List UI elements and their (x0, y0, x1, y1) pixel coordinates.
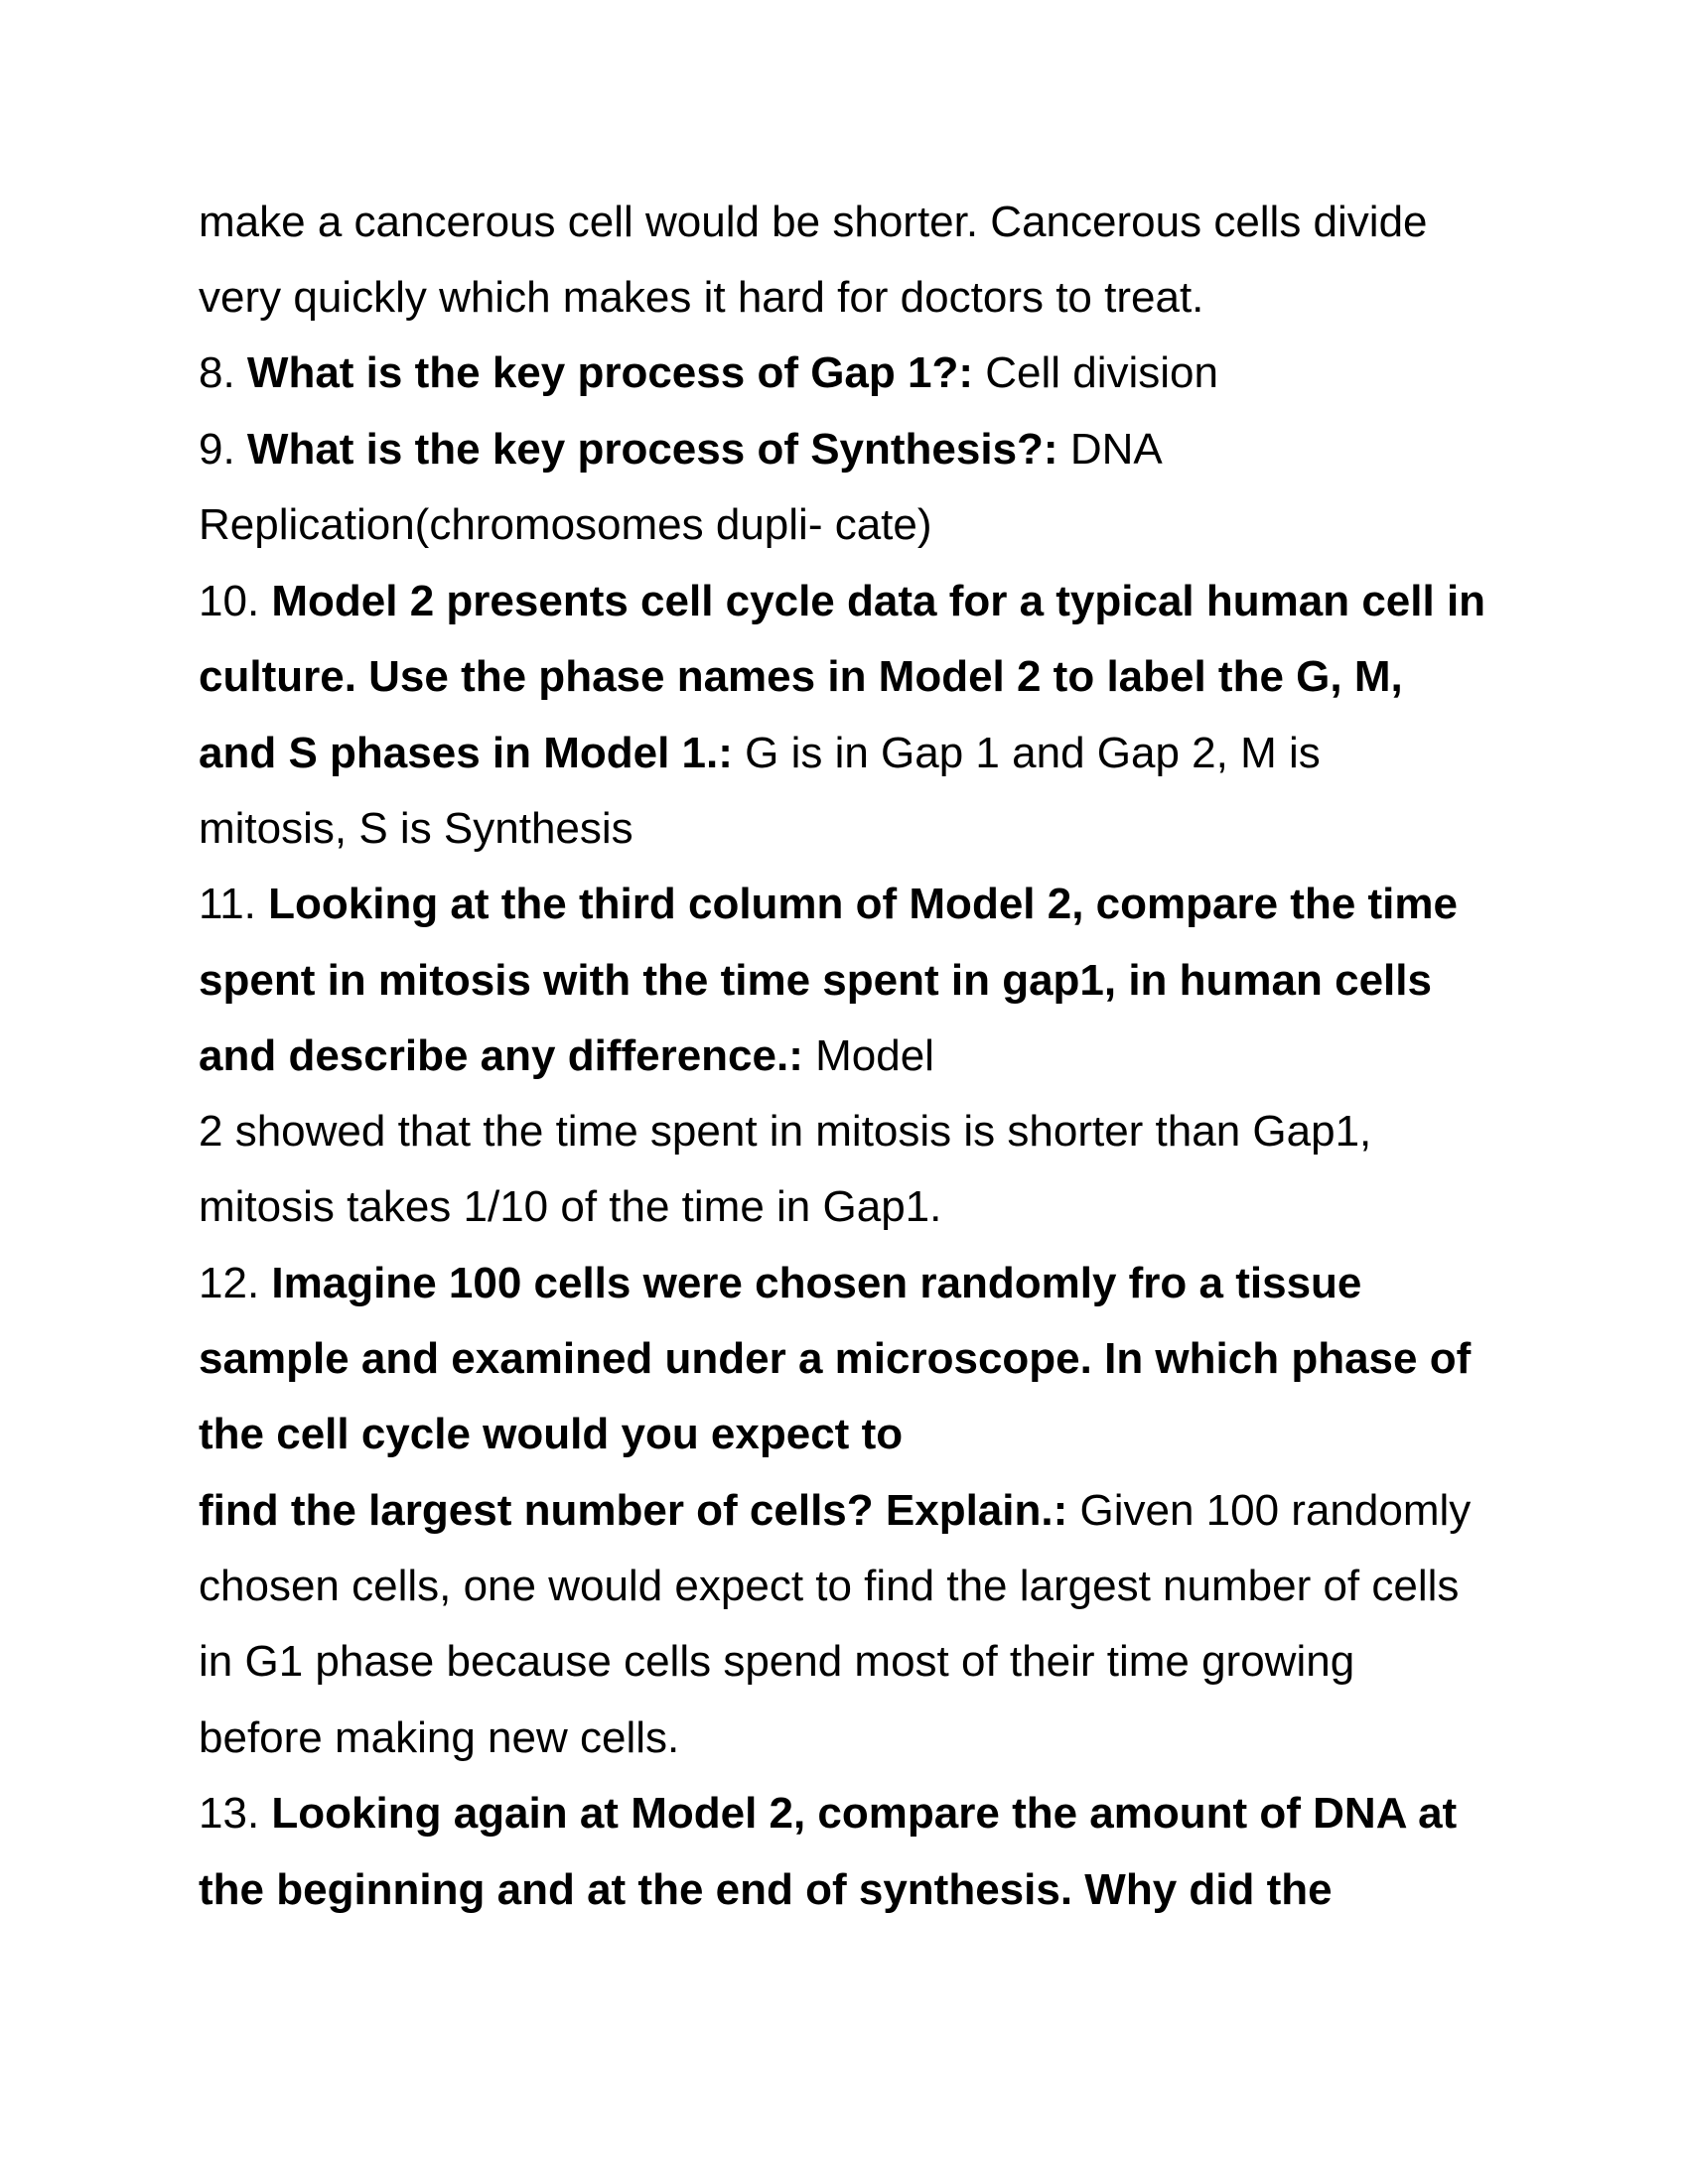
question-text: the beginning and at the end of synthesis. Why did the (199, 1865, 1333, 1914)
text-line (199, 1712, 679, 1764)
question-text: sample and examined under a microscope. In which phase of (199, 1334, 1472, 1383)
question-text: Looking at the third column of Model 2, compare the time (268, 880, 1458, 928)
text-line (199, 803, 633, 855)
answer-text: 11. (199, 880, 269, 928)
answer-text: in G1 phase because cells spend most of their time growing (199, 1637, 1355, 1686)
answer-text: Cell division (973, 348, 1218, 397)
question-text: Model 2 presents cell cycle data for a typical human cell in (271, 577, 1486, 625)
answer-text: 9. (199, 425, 247, 474)
text-line (199, 1788, 1457, 1840)
answer-text: Replication(chromosomes dupli- cate) (199, 500, 932, 549)
question-text: What is the key process of Gap 1?: (246, 348, 973, 397)
question-text: the cell cycle would you expect to (199, 1410, 904, 1458)
answer-text: very quickly which makes it hard for doctors to treat. (199, 273, 1204, 322)
answer-text: 2 showed that the time spent in mitosis is shorter than Gap1, (199, 1107, 1372, 1156)
text-line (199, 1409, 903, 1460)
answer-text: DNA (1057, 425, 1163, 474)
text-line (199, 576, 1485, 627)
answer-text: 12. (199, 1259, 272, 1307)
question-text: Looking again at Model 2, compare the amount of DNA at (271, 1789, 1458, 1838)
text-line (199, 879, 1458, 930)
answer-text: mitosis takes 1/10 of the time in Gap1. (199, 1182, 942, 1231)
answer-text: Given 100 randomly (1067, 1486, 1472, 1535)
text-line (199, 347, 1218, 399)
text-line (199, 1030, 934, 1082)
question-text: find the largest number of cells? Explain.: (199, 1486, 1068, 1535)
answer-text: make a cancerous cell would be shorter. Cancerous cells divide (199, 198, 1428, 246)
answer-text: G is in Gap 1 and Gap 2, M is (732, 729, 1321, 777)
text-line (199, 651, 1403, 703)
answer-text: chosen cells, one would expect to find the largest number of cells (199, 1562, 1460, 1610)
text-line (199, 1636, 1354, 1688)
question-text: and describe any difference.: (199, 1031, 803, 1080)
text-line (199, 1485, 1471, 1537)
text-line (199, 499, 932, 551)
text-line (199, 197, 1428, 248)
text-line (199, 1333, 1471, 1385)
answer-text: mitosis, S is Synthesis (199, 804, 633, 853)
answer-text: 10. (199, 577, 272, 625)
answer-text: before making new cells. (199, 1713, 680, 1762)
text-line (199, 1181, 941, 1233)
text-line (199, 1864, 1333, 1916)
text-line (199, 1561, 1459, 1612)
text-line (199, 955, 1432, 1007)
answer-text: 13. (199, 1789, 272, 1838)
question-text: Imagine 100 cells were chosen randomly fro a tissue (271, 1259, 1362, 1307)
question-text: What is the key process of Synthesis?: (246, 425, 1058, 474)
answer-text: 8. (199, 348, 247, 397)
text-line (199, 1106, 1371, 1158)
text-line (199, 728, 1321, 779)
question-text: culture. Use the phase names in Model 2 to label the G, M, (199, 652, 1403, 701)
answer-text: Model (802, 1031, 934, 1080)
question-text: and S phases in Model 1.: (199, 729, 733, 777)
text-line (199, 272, 1203, 324)
text-line (199, 1258, 1361, 1309)
question-text: spent in mitosis with the time spent in gap1, in human cells (199, 956, 1432, 1005)
text-line (199, 424, 1163, 476)
